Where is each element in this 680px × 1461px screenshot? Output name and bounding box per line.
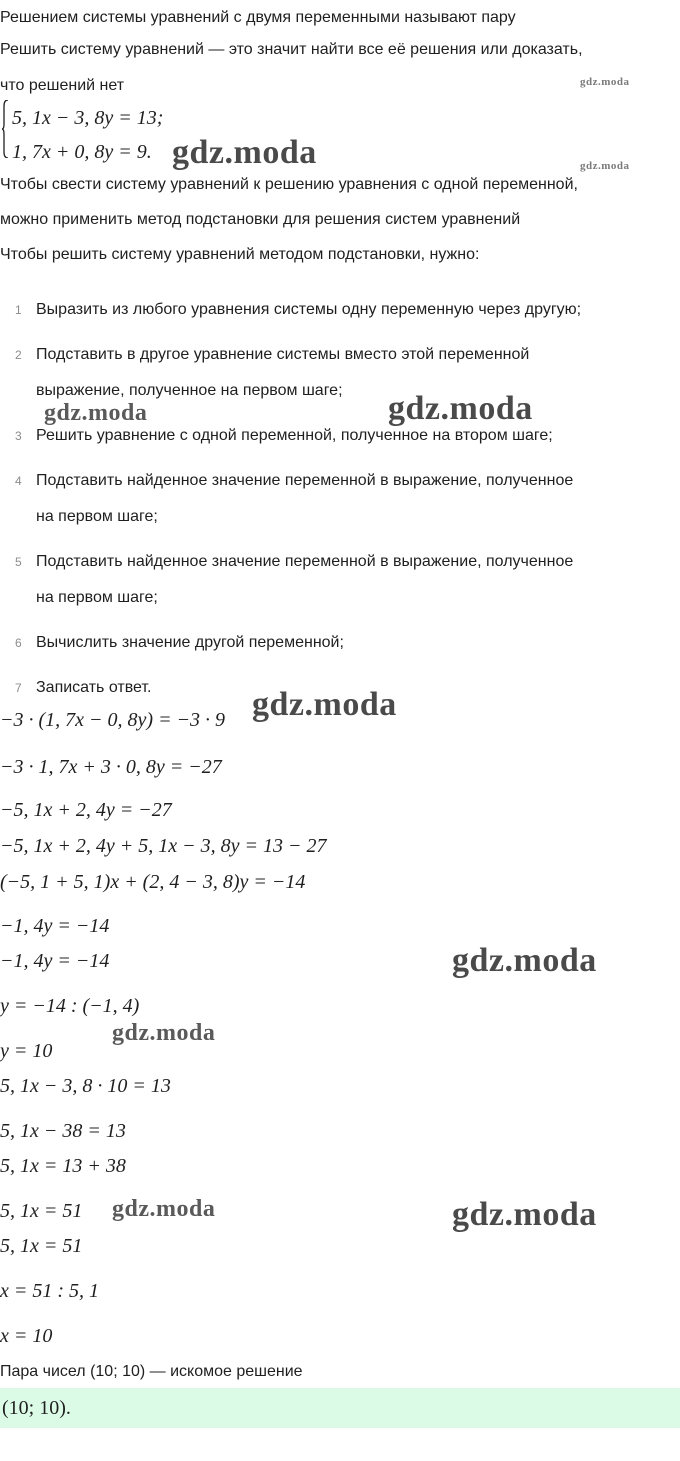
watermark: gdz.moda	[112, 1196, 216, 1222]
solution-line: x = 10	[0, 1325, 53, 1347]
solution-line: x = 51 : 5, 1	[0, 1280, 100, 1302]
solution-line: −3 · (1, 7x − 0, 8y) = −3 · 9	[0, 709, 226, 731]
answer-box	[0, 1388, 680, 1428]
step-number: 4	[15, 474, 22, 488]
step-text: Вычислить значение другой переменной;	[36, 634, 344, 651]
watermark: gdz.moda	[452, 1196, 597, 1233]
method-line-2: можно применить метод подстановки для решения систем уравнений	[0, 211, 521, 228]
watermark: gdz.moda	[172, 134, 317, 171]
solution-line: 5, 1x − 3, 8 · 10 = 13	[0, 1075, 171, 1097]
step-text: Подставить в другое уравнение системы вместо этой переменной	[36, 346, 530, 363]
step-text: на первом шаге;	[36, 589, 158, 606]
watermark: gdz.moda	[452, 942, 597, 979]
step-number: 6	[15, 636, 22, 650]
watermark: gdz.moda	[580, 76, 630, 88]
solution-line: −5, 1x + 2, 4y = −27	[0, 799, 172, 821]
step-text: на первом шаге;	[36, 508, 158, 525]
step-text: Подставить найденное значение переменной в выражение, полученное	[36, 553, 574, 570]
solution-line: 5, 1x = 51	[0, 1235, 83, 1257]
solution-line: y = 10	[0, 1040, 53, 1062]
step-number: 1	[15, 303, 22, 317]
solution-line: 5, 1x = 13 + 38	[0, 1155, 126, 1177]
watermark: gdz.moda	[44, 400, 148, 426]
method-line-3: Чтобы решить систему уравнений методом подстановки, нужно:	[0, 246, 480, 263]
system-equation-2: 1, 7x + 0, 8y = 9.	[12, 141, 152, 163]
watermark: gdz.moda	[112, 1020, 216, 1046]
step-number: 7	[15, 681, 22, 695]
step-number: 3	[15, 429, 22, 443]
solution-line: −1, 4y = −14	[0, 950, 110, 972]
step-text: Подставить найденное значение переменной в выражение, полученное	[36, 472, 574, 489]
solution-line: (−5, 1 + 5, 1)x + (2, 4 − 3, 8)y = −14	[0, 871, 306, 893]
solution-line: y = −14 : (−1, 4)	[0, 995, 140, 1017]
solution-line: −5, 1x + 2, 4y + 5, 1x − 3, 8y = 13 − 27	[0, 835, 327, 857]
solution-line: 5, 1x − 38 = 13	[0, 1120, 126, 1142]
answer-value: (10; 10).	[2, 1397, 71, 1419]
conclusion-text: Пара чисел (10; 10) — искомое решение	[0, 1363, 303, 1380]
solution-line: −1, 4y = −14	[0, 915, 110, 937]
method-line-1: Чтобы свести систему уравнений к решению уравнения с одной переменной,	[0, 176, 578, 193]
solution-line: −3 · 1, 7x + 3 · 0, 8y = −27	[0, 756, 222, 778]
intro-line-3: что решений нет	[0, 77, 125, 94]
system-equation-1: 5, 1x − 3, 8y = 13;	[12, 107, 164, 129]
step-text: Решить уравнение с одной переменной, полученное на втором шаге;	[36, 427, 553, 444]
watermark: gdz.moda	[580, 160, 630, 172]
solution-line: 5, 1x = 51	[0, 1200, 83, 1222]
step-text: Выразить из любого уравнения системы одну переменную через другую;	[36, 301, 582, 318]
step-text: выражение, полученное на первом шаге;	[36, 382, 343, 399]
system-brace	[2, 100, 8, 158]
watermark: gdz.moda	[388, 390, 533, 427]
step-text: Записать ответ.	[36, 679, 152, 696]
intro-line-2: Решить систему уравнений — это значит найти все её решения или доказать,	[0, 41, 583, 58]
intro-line-1: Решением системы уравнений с двумя переменными называют пару	[0, 9, 516, 26]
step-number: 5	[15, 555, 22, 569]
watermark: gdz.moda	[252, 686, 397, 723]
step-number: 2	[15, 348, 22, 362]
